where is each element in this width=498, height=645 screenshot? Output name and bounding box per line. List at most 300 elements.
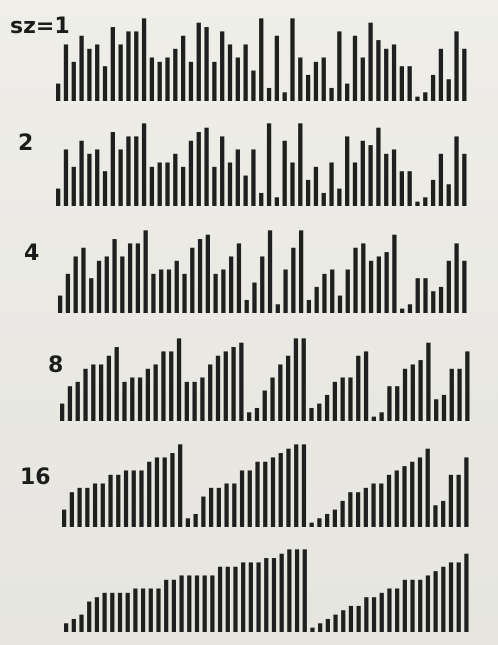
bar-r2-12 bbox=[142, 123, 146, 206]
bar-r6-18 bbox=[195, 575, 199, 632]
bar-r6-9 bbox=[126, 593, 130, 632]
bar-r1-22 bbox=[220, 31, 224, 101]
bar-r3-19 bbox=[198, 239, 202, 313]
bar-r5-16 bbox=[178, 444, 182, 527]
bar-r1-13 bbox=[150, 58, 154, 102]
bar-r4-32 bbox=[302, 338, 306, 421]
bar-r2-39 bbox=[353, 163, 357, 207]
bar-r1-26 bbox=[251, 71, 255, 101]
bar-r1-1 bbox=[56, 84, 60, 101]
bar-r4-42 bbox=[379, 412, 383, 421]
bar-r4-38 bbox=[348, 378, 352, 422]
bar-r3-5 bbox=[89, 278, 93, 313]
bar-r2-40 bbox=[361, 141, 365, 206]
bar-r2-11 bbox=[134, 136, 138, 206]
bar-r1-3 bbox=[72, 62, 76, 101]
bar-r3-25 bbox=[245, 300, 249, 313]
bar-r2-2 bbox=[64, 149, 68, 206]
bar-r2-8 bbox=[111, 132, 115, 206]
bar-r1-32 bbox=[298, 58, 302, 102]
bar-r3-13 bbox=[151, 274, 155, 313]
bar-r6-3 bbox=[79, 615, 83, 632]
bar-r4-47 bbox=[418, 360, 422, 421]
bar-r3-27 bbox=[260, 256, 264, 313]
bar-r6-47 bbox=[418, 580, 422, 632]
bar-r6-19 bbox=[203, 575, 207, 632]
bar-r5-45 bbox=[402, 466, 406, 527]
bar-r5-17 bbox=[186, 518, 190, 527]
bar-r2-35 bbox=[322, 193, 326, 206]
bar-r1-33 bbox=[306, 75, 310, 101]
bar-r1-18 bbox=[189, 62, 193, 101]
bar-r4-1 bbox=[60, 404, 64, 421]
bar-r1-47 bbox=[415, 97, 419, 101]
bar-r6-36 bbox=[333, 615, 337, 632]
bar-r3-40 bbox=[361, 243, 365, 313]
bar-r6-7 bbox=[110, 593, 114, 632]
bar-r1-51 bbox=[447, 79, 451, 101]
bar-r4-49 bbox=[434, 399, 438, 421]
bar-r4-40 bbox=[364, 351, 368, 421]
bar-r6-25 bbox=[249, 562, 253, 632]
bar-r2-13 bbox=[150, 167, 154, 206]
bar-r6-16 bbox=[179, 575, 183, 632]
bar-r2-36 bbox=[329, 163, 333, 207]
bar-r3-8 bbox=[112, 239, 116, 313]
bar-r6-11 bbox=[141, 589, 145, 633]
bar-r5-39 bbox=[356, 492, 360, 527]
bar-r5-10 bbox=[132, 470, 136, 527]
bar-r1-46 bbox=[408, 66, 412, 101]
bar-r4-10 bbox=[130, 378, 134, 422]
bar-r3-53 bbox=[462, 261, 466, 313]
bar-r4-30 bbox=[286, 356, 290, 421]
bar-r5-49 bbox=[433, 505, 437, 527]
bar-r5-32 bbox=[302, 444, 306, 527]
bar-r5-19 bbox=[201, 497, 205, 527]
bar-row-2 bbox=[56, 123, 466, 206]
bar-r2-43 bbox=[384, 154, 388, 206]
bar-r1-24 bbox=[236, 58, 240, 102]
bar-r5-50 bbox=[441, 501, 445, 527]
bar-r5-51 bbox=[449, 475, 453, 527]
bar-r6-34 bbox=[318, 623, 322, 632]
bar-r3-7 bbox=[105, 256, 109, 313]
bar-r2-34 bbox=[314, 167, 318, 206]
bar-r6-41 bbox=[372, 597, 376, 632]
bar-r4-15 bbox=[169, 351, 173, 421]
bar-r4-35 bbox=[325, 395, 329, 421]
bar-r4-22 bbox=[224, 351, 228, 421]
bar-r1-39 bbox=[353, 36, 357, 101]
bar-r1-52 bbox=[454, 31, 458, 101]
bar-r4-2 bbox=[68, 386, 72, 421]
bar-r2-14 bbox=[158, 163, 162, 207]
bar-r4-12 bbox=[146, 369, 150, 421]
bar-r5-11 bbox=[139, 470, 143, 527]
bar-r6-42 bbox=[380, 593, 384, 632]
bar-r3-14 bbox=[159, 270, 163, 314]
bar-r3-24 bbox=[237, 243, 241, 313]
bar-r3-37 bbox=[338, 296, 342, 313]
bar-r3-17 bbox=[182, 274, 186, 313]
bar-r2-45 bbox=[400, 171, 404, 206]
bar-r4-46 bbox=[411, 364, 415, 421]
bar-r2-15 bbox=[165, 163, 169, 207]
bar-r1-6 bbox=[95, 44, 99, 101]
bar-r1-23 bbox=[228, 44, 232, 101]
bar-r6-21 bbox=[218, 567, 222, 632]
bar-r3-42 bbox=[377, 256, 381, 313]
bar-r6-43 bbox=[387, 589, 391, 633]
bar-r1-4 bbox=[79, 36, 83, 101]
bar-r2-19 bbox=[197, 132, 201, 206]
bar-r2-46 bbox=[408, 171, 412, 206]
bar-r1-11 bbox=[134, 31, 138, 101]
bar-r3-4 bbox=[81, 248, 85, 313]
bar-r5-4 bbox=[85, 488, 89, 527]
bar-r6-17 bbox=[187, 575, 191, 632]
bar-r5-33 bbox=[310, 523, 314, 527]
bar-r2-32 bbox=[298, 123, 302, 206]
bar-r6-44 bbox=[395, 589, 399, 633]
bar-r4-21 bbox=[216, 356, 220, 421]
bar-r4-50 bbox=[442, 395, 446, 421]
bar-r2-22 bbox=[220, 136, 224, 206]
bar-r2-3 bbox=[72, 167, 76, 206]
bar-r2-37 bbox=[337, 189, 341, 206]
bar-r1-28 bbox=[267, 88, 271, 101]
bar-r6-53 bbox=[464, 554, 468, 632]
bar-r6-26 bbox=[256, 562, 260, 632]
bar-r5-28 bbox=[271, 457, 275, 527]
bar-r3-44 bbox=[392, 235, 396, 313]
bar-r2-9 bbox=[118, 149, 122, 206]
bar-r5-46 bbox=[410, 462, 414, 527]
bar-r4-11 bbox=[138, 378, 142, 422]
bar-r3-32 bbox=[299, 230, 303, 313]
bar-r5-8 bbox=[116, 475, 120, 527]
bar-r6-39 bbox=[357, 606, 361, 632]
bar-r6-27 bbox=[264, 558, 268, 632]
bar-r4-5 bbox=[91, 364, 95, 421]
bar-r4-52 bbox=[457, 369, 461, 421]
bar-r2-33 bbox=[306, 180, 310, 206]
bar-r6-14 bbox=[164, 580, 168, 632]
bar-r4-16 bbox=[177, 338, 181, 421]
bar-r5-27 bbox=[263, 462, 267, 527]
bar-r3-18 bbox=[190, 248, 194, 313]
bar-r5-5 bbox=[93, 484, 97, 528]
bar-r1-9 bbox=[118, 44, 122, 101]
bar-r1-10 bbox=[126, 31, 130, 101]
bar-r6-48 bbox=[426, 575, 430, 632]
bar-r2-16 bbox=[173, 154, 177, 206]
bar-r1-8 bbox=[111, 27, 115, 101]
bar-r1-7 bbox=[103, 66, 107, 101]
bar-r6-32 bbox=[303, 549, 307, 632]
bar-r6-37 bbox=[341, 610, 345, 632]
bar-r1-2 bbox=[64, 44, 68, 101]
bar-r4-41 bbox=[372, 417, 376, 421]
bar-r2-28 bbox=[267, 123, 271, 206]
bar-r2-17 bbox=[181, 167, 185, 206]
bar-r4-29 bbox=[278, 364, 282, 421]
bar-r3-29 bbox=[276, 304, 280, 313]
bar-r2-38 bbox=[345, 136, 349, 206]
bar-r6-33 bbox=[310, 628, 314, 632]
bar-r3-31 bbox=[291, 248, 295, 313]
bar-r4-18 bbox=[192, 382, 196, 421]
bar-r1-38 bbox=[345, 84, 349, 101]
bar-r2-25 bbox=[243, 176, 247, 206]
row-label-8: 8 bbox=[48, 353, 64, 378]
bar-r2-41 bbox=[368, 145, 372, 206]
bar-row-4 bbox=[60, 338, 470, 421]
bar-r2-20 bbox=[204, 128, 208, 206]
bar-r1-44 bbox=[392, 44, 396, 101]
bar-r3-15 bbox=[167, 270, 171, 314]
bar-r6-28 bbox=[272, 558, 276, 632]
bar-r1-20 bbox=[204, 27, 208, 101]
bar-r6-52 bbox=[457, 562, 461, 632]
bar-r2-47 bbox=[415, 202, 419, 206]
bar-r2-26 bbox=[251, 149, 255, 206]
bar-r1-43 bbox=[384, 49, 388, 101]
bar-r5-12 bbox=[147, 462, 151, 527]
bar-r5-36 bbox=[333, 510, 337, 527]
bar-r4-3 bbox=[76, 382, 80, 421]
row-label-16: 16 bbox=[20, 465, 51, 490]
bar-r4-31 bbox=[294, 338, 298, 421]
bar-row-1 bbox=[56, 18, 466, 101]
bar-r5-31 bbox=[294, 444, 298, 527]
bar-r5-48 bbox=[426, 449, 430, 527]
bar-r5-53 bbox=[464, 457, 468, 527]
bar-r4-7 bbox=[107, 356, 111, 421]
bar-r5-20 bbox=[209, 488, 213, 527]
bar-r3-10 bbox=[128, 243, 132, 313]
bar-r1-21 bbox=[212, 62, 216, 101]
bar-r2-48 bbox=[423, 197, 427, 206]
bar-r3-41 bbox=[369, 261, 373, 313]
bar-r6-8 bbox=[118, 593, 122, 632]
bar-r5-6 bbox=[101, 484, 105, 528]
bar-r5-34 bbox=[317, 518, 321, 527]
bar-r1-5 bbox=[87, 49, 91, 101]
bar-r3-1 bbox=[58, 296, 62, 313]
bar-r3-11 bbox=[136, 243, 140, 313]
bar-r5-22 bbox=[224, 484, 228, 528]
bar-r6-15 bbox=[172, 580, 176, 632]
bar-r1-17 bbox=[181, 36, 185, 101]
bar-r5-41 bbox=[371, 484, 375, 528]
bar-r3-52 bbox=[454, 243, 458, 313]
bar-r4-24 bbox=[239, 343, 243, 421]
bar-r5-42 bbox=[379, 484, 383, 528]
bar-r1-14 bbox=[158, 62, 162, 101]
bar-r1-53 bbox=[462, 49, 466, 101]
bar-r2-1 bbox=[56, 189, 60, 206]
bar-r3-47 bbox=[416, 278, 420, 313]
bar-r6-10 bbox=[133, 589, 137, 633]
bar-r5-47 bbox=[418, 457, 422, 527]
bar-r3-38 bbox=[346, 270, 350, 314]
bar-r2-44 bbox=[392, 149, 396, 206]
bar-r1-37 bbox=[337, 31, 341, 101]
bar-r4-45 bbox=[403, 369, 407, 421]
bar-r6-6 bbox=[102, 593, 106, 632]
bar-r5-38 bbox=[348, 492, 352, 527]
bar-r1-15 bbox=[165, 58, 169, 102]
bar-r3-16 bbox=[175, 261, 179, 313]
bar-r1-40 bbox=[361, 58, 365, 102]
bar-r6-31 bbox=[295, 549, 299, 632]
bar-r5-15 bbox=[170, 453, 174, 527]
bar-r4-13 bbox=[154, 364, 158, 421]
bar-r1-31 bbox=[290, 18, 294, 101]
bar-r3-30 bbox=[283, 270, 287, 314]
bar-r3-36 bbox=[330, 270, 334, 314]
bar-r2-53 bbox=[462, 154, 466, 206]
bar-r1-34 bbox=[314, 62, 318, 101]
bar-r2-30 bbox=[283, 141, 287, 206]
bar-r3-35 bbox=[322, 274, 326, 313]
bar-r6-4 bbox=[87, 602, 91, 632]
bar-r5-37 bbox=[340, 501, 344, 527]
bar-r5-21 bbox=[217, 488, 221, 527]
bar-r5-2 bbox=[70, 492, 74, 527]
bar-r2-23 bbox=[228, 163, 232, 207]
bar-r5-30 bbox=[286, 449, 290, 527]
bar-r2-51 bbox=[447, 184, 451, 206]
bar-r1-48 bbox=[423, 92, 427, 101]
row-label-sz1: sz=1 bbox=[10, 14, 70, 39]
bar-r3-48 bbox=[423, 278, 427, 313]
bar-r1-30 bbox=[283, 92, 287, 101]
bar-r3-2 bbox=[66, 274, 70, 313]
bar-r5-24 bbox=[240, 470, 244, 527]
bar-r6-20 bbox=[210, 575, 214, 632]
bar-r1-41 bbox=[368, 23, 372, 101]
bar-r2-27 bbox=[259, 193, 263, 206]
bar-r6-29 bbox=[280, 554, 284, 632]
bar-r6-1 bbox=[64, 623, 68, 632]
bar-r3-46 bbox=[408, 304, 412, 313]
bar-r6-35 bbox=[326, 619, 330, 632]
bar-r1-12 bbox=[142, 18, 146, 101]
bar-r1-35 bbox=[322, 58, 326, 102]
bar-r4-25 bbox=[247, 412, 251, 421]
bar-r5-9 bbox=[124, 470, 128, 527]
bar-r6-23 bbox=[233, 567, 237, 632]
bar-r4-33 bbox=[309, 408, 313, 421]
bar-r1-19 bbox=[197, 23, 201, 101]
bar-r6-49 bbox=[434, 571, 438, 632]
bar-r2-4 bbox=[79, 141, 83, 206]
bar-r6-24 bbox=[241, 562, 245, 632]
bar-r5-1 bbox=[62, 510, 66, 527]
bar-r5-14 bbox=[163, 457, 167, 527]
bar-r6-50 bbox=[441, 567, 445, 632]
bar-r5-7 bbox=[108, 475, 112, 527]
bar-r4-44 bbox=[395, 386, 399, 421]
bar-r6-13 bbox=[156, 589, 160, 633]
bar-r4-20 bbox=[208, 364, 212, 421]
bar-r6-5 bbox=[95, 597, 99, 632]
bar-row-3 bbox=[58, 230, 467, 313]
bar-r3-9 bbox=[120, 256, 124, 313]
bar-r4-17 bbox=[185, 382, 189, 421]
bar-r2-21 bbox=[212, 167, 216, 206]
bar-r4-6 bbox=[99, 364, 103, 421]
bar-row-5 bbox=[62, 444, 469, 527]
bar-r1-29 bbox=[275, 36, 279, 101]
bar-r5-43 bbox=[387, 475, 391, 527]
bar-r3-12 bbox=[144, 230, 148, 313]
bar-r2-18 bbox=[189, 141, 193, 206]
bar-r5-25 bbox=[248, 470, 252, 527]
bar-r5-52 bbox=[457, 475, 461, 527]
bar-r4-53 bbox=[465, 351, 469, 421]
bar-r3-22 bbox=[221, 270, 225, 314]
bar-r4-27 bbox=[263, 391, 267, 421]
bar-r3-34 bbox=[315, 287, 319, 313]
bar-r5-44 bbox=[395, 470, 399, 527]
bar-r6-30 bbox=[287, 549, 291, 632]
bar-r3-26 bbox=[252, 283, 256, 313]
bar-r5-18 bbox=[194, 514, 198, 527]
bar-r3-3 bbox=[74, 256, 78, 313]
bar-r4-8 bbox=[115, 347, 119, 421]
bar-r2-7 bbox=[103, 171, 107, 206]
bar-r3-50 bbox=[439, 287, 443, 313]
bar-r6-51 bbox=[449, 562, 453, 632]
bar-r4-36 bbox=[333, 382, 337, 421]
bar-r3-6 bbox=[97, 261, 101, 313]
bar-r3-33 bbox=[307, 300, 311, 313]
bar-r3-39 bbox=[353, 248, 357, 313]
bar-r6-12 bbox=[149, 589, 153, 633]
bar-r4-26 bbox=[255, 408, 259, 421]
bar-r4-19 bbox=[200, 378, 204, 422]
bar-r3-51 bbox=[447, 261, 451, 313]
bar-r1-36 bbox=[329, 88, 333, 101]
bar-r5-29 bbox=[279, 453, 283, 527]
bar-r3-43 bbox=[384, 252, 388, 313]
row-label-2: 2 bbox=[18, 131, 34, 156]
bar-row-6 bbox=[64, 549, 469, 632]
bar-r1-50 bbox=[439, 49, 443, 101]
bar-r4-51 bbox=[450, 369, 454, 421]
bar-r4-4 bbox=[83, 369, 87, 421]
bar-r4-48 bbox=[426, 343, 430, 421]
bar-r2-29 bbox=[275, 197, 279, 206]
bar-r3-21 bbox=[213, 274, 217, 313]
row-label-4: 4 bbox=[24, 241, 40, 266]
bar-r6-2 bbox=[72, 619, 76, 632]
bar-r3-23 bbox=[229, 256, 233, 313]
bar-r1-42 bbox=[376, 40, 380, 101]
bar-r2-6 bbox=[95, 149, 99, 206]
bar-r4-43 bbox=[387, 386, 391, 421]
bar-r1-16 bbox=[173, 49, 177, 101]
bar-r2-52 bbox=[454, 136, 458, 206]
bar-r6-45 bbox=[403, 580, 407, 632]
bar-r4-34 bbox=[317, 404, 321, 421]
bar-r6-22 bbox=[226, 567, 230, 632]
bar-r4-39 bbox=[356, 356, 360, 421]
